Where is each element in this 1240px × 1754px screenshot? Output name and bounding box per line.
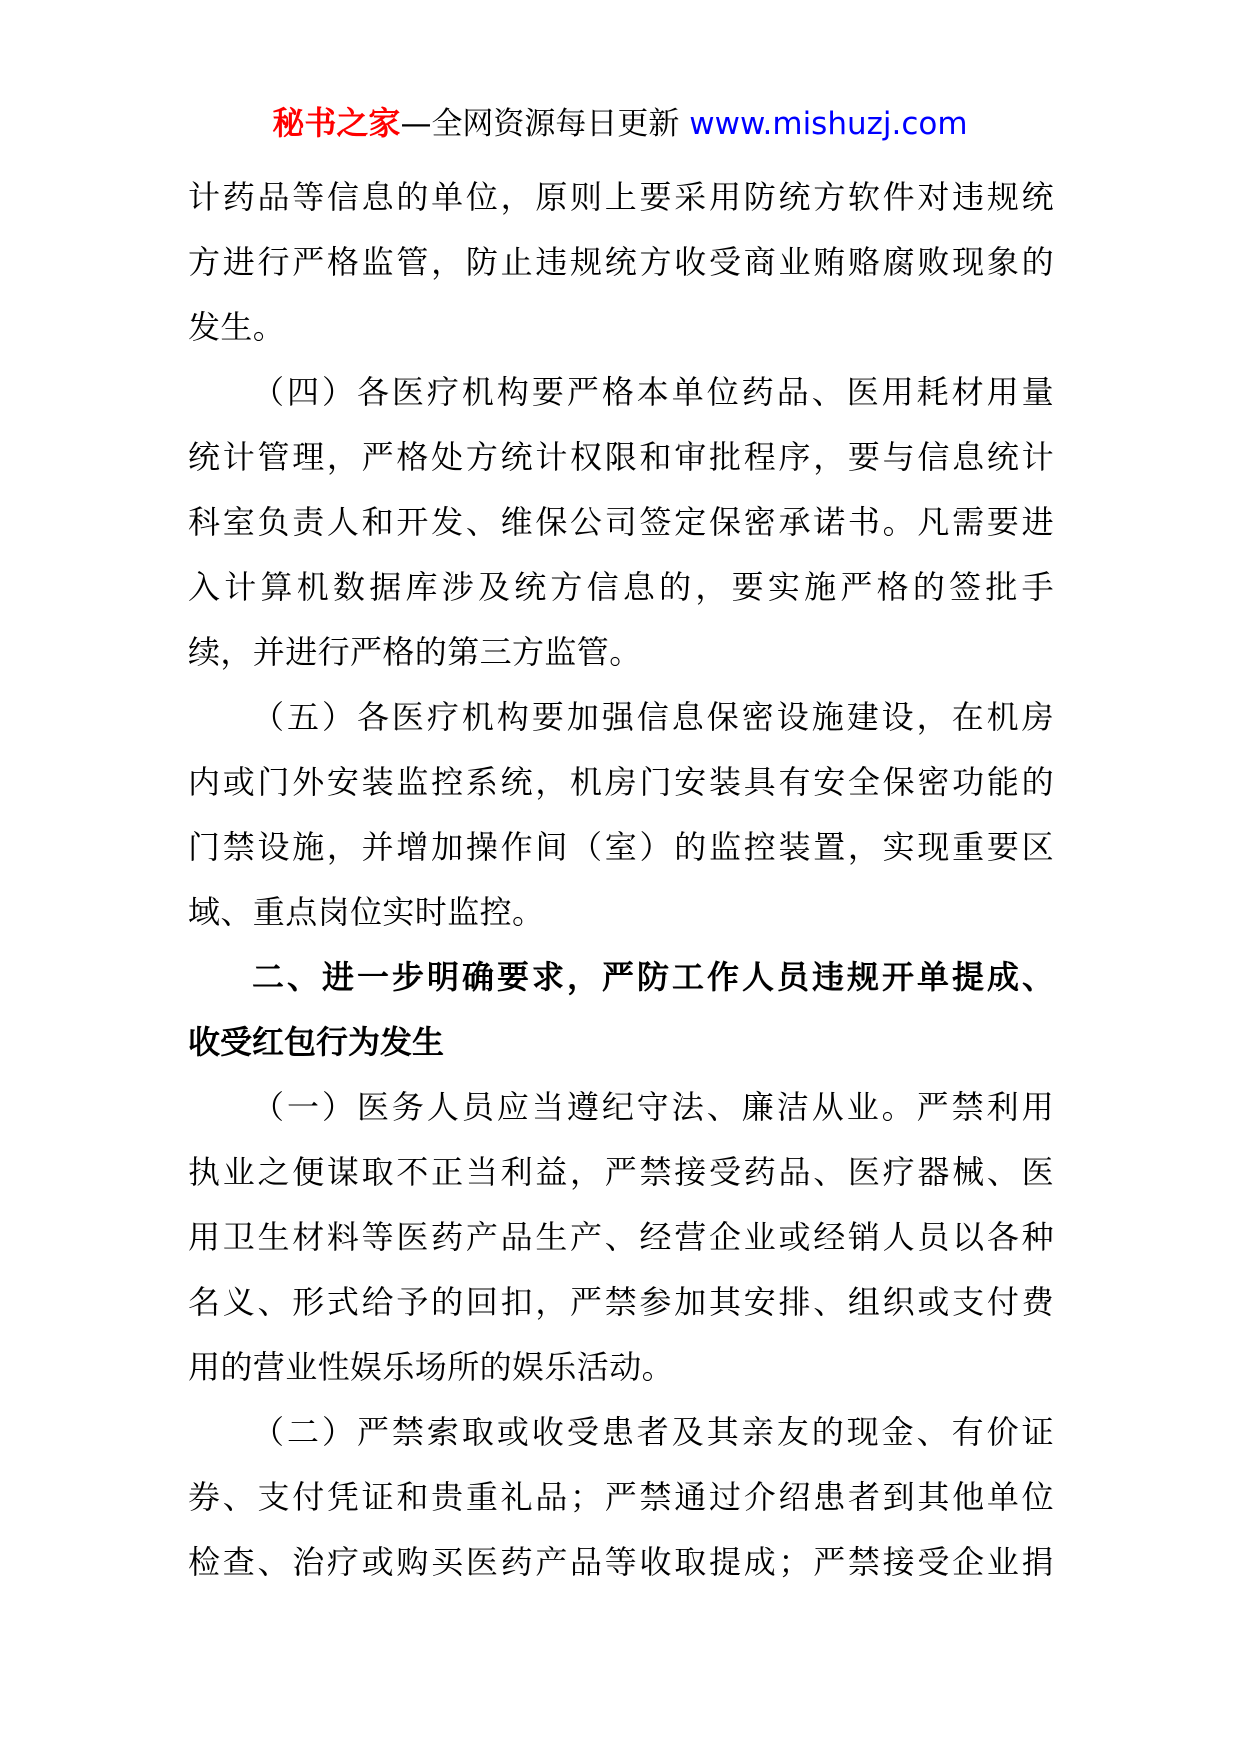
text-line: 统计管理，严格处方统计权限和审批程序，要与信息统计 [188, 438, 1054, 476]
text-line: 发生。 [188, 308, 286, 346]
text-line: 计药品等信息的单位，原则上要采用防统方软件对违规统 [188, 178, 1054, 216]
paragraph-item-2 [188, 1400, 1054, 1595]
text-line: （四）各医疗机构要严格本单位药品、医用耗材用量 [252, 373, 1054, 411]
paragraph-continued [188, 165, 1054, 360]
text-line: 收受红包行为发生 [188, 1023, 445, 1061]
text-line: 执业之便谋取不正当利益，严禁接受药品、医疗器械、医 [188, 1153, 1054, 1191]
text-line: 科室负责人和开发、维保公司签定保密承诺书。凡需要进 [188, 503, 1054, 541]
text-line: 用卫生材料等医药产品生产、经营企业或经销人员以各种 [188, 1218, 1054, 1256]
document-body [188, 165, 1054, 1595]
text-line: 二、进一步明确要求，严防工作人员违规开单提成、 [252, 958, 1054, 996]
text-line: 用的营业性娱乐场所的娱乐活动。 [188, 1348, 675, 1386]
brand-name: 秘书之家 [272, 104, 401, 142]
paragraph-item-4 [188, 360, 1054, 685]
site-header [0, 98, 1240, 149]
site-url-link[interactable]: www.mishuzj.com [689, 106, 968, 142]
header-tagline: —全网资源每日更新 [400, 106, 680, 142]
text-line: （二）严禁索取或收受患者及其亲友的现金、有价证 [252, 1413, 1054, 1451]
text-line: （一）医务人员应当遵纪守法、廉洁从业。严禁利用 [252, 1088, 1054, 1126]
text-line: 名义、形式给予的回扣，严禁参加其安排、组织或支付费 [188, 1283, 1054, 1321]
text-line: 入计算机数据库涉及统方信息的，要实施严格的签批手 [188, 568, 1054, 606]
section-heading-2 [188, 945, 1054, 1075]
text-line: 门禁设施，并增加操作间（室）的监控装置，实现重要区 [188, 828, 1054, 866]
text-line: 检查、治疗或购买医药产品等收取提成；严禁接受企业捐 [188, 1543, 1054, 1581]
text-line: 券、支付凭证和贵重礼品；严禁通过介绍患者到其他单位 [188, 1478, 1054, 1516]
paragraph-item-5 [188, 685, 1054, 945]
text-line: 续，并进行严格的第三方监管。 [188, 633, 642, 671]
text-line: （五）各医疗机构要加强信息保密设施建设，在机房 [252, 698, 1054, 736]
paragraph-item-1 [188, 1075, 1054, 1400]
text-line: 内或门外安装监控系统，机房门安装具有安全保密功能的 [188, 763, 1054, 801]
text-line: 域、重点岗位实时监控。 [188, 893, 545, 931]
text-line: 方进行严格监管，防止违规统方收受商业贿赂腐败现象的 [188, 243, 1054, 281]
